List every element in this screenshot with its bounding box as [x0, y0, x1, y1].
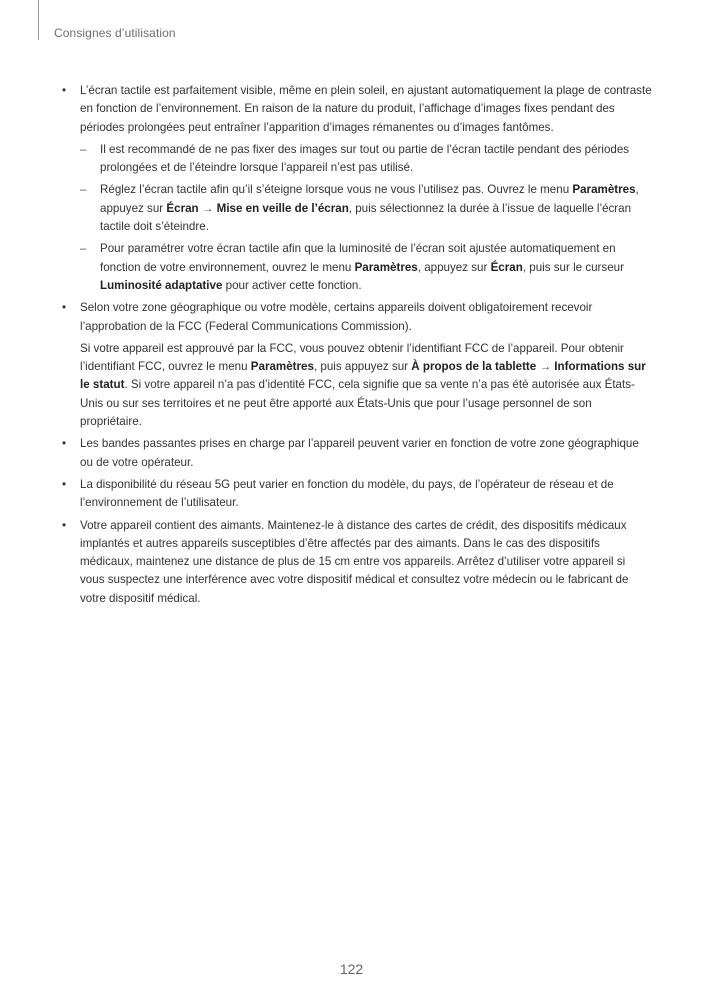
bullet-text: L’écran tactile est parfaitement visible, même en plein soleil, en ajustant automatiquement la plage de contraste en fonction de l’environnement. En raison de la nature du produit, l’affichage d’images fixes pendant des périodes prolongées peut entraîner l’apparition d’images rémanentes ou d’images fantômes. — [80, 84, 652, 134]
paragraph-text: Si votre appareil est approuvé par la FCC, vous pouvez obtenir l’identifiant FCC de l’appareil. Pour obtenir l’identifiant FCC, ouvrez le menu — [80, 341, 624, 374]
bullet-item-magnets — [62, 517, 652, 608]
page-number: 122 — [339, 961, 364, 977]
sub-item-text: , puis sur le curseur — [522, 260, 624, 274]
bullet-text: Votre appareil contient des aimants. Maintenez-le à distance des cartes de crédit, des dispositifs médicaux implantés et autres appareils susceptibles d’être affectés par des aimants. Dans le cas des dispositifs médicaux, maintenez une distance de plus de 15 cm entre vos appareils. Arrêtez d’utiliser votre appareil si vous suspectez une interférence avec votre dispositif médical et consultez votre médecin ou le fabricant de votre dispositif médical. — [80, 518, 629, 605]
sub-item-text: Pour paramétrer votre écran tactile afin que la luminosité de l’écran soit ajustée automatiquement en fonction de votre environnement, ouvrez le menu — [100, 242, 616, 274]
bullet-text: La disponibilité du réseau 5G peut varier en fonction du modèle, du pays, de l’opérateur de réseau et de l’environnement de l’utilisateur. — [80, 477, 614, 510]
menu-display: Écran — [490, 260, 523, 274]
sub-item-static-images — [80, 141, 652, 178]
bullet-mark: • — [62, 301, 67, 315]
sub-item-text: , appuyez sur — [417, 260, 491, 274]
arrow-icon: → — [198, 201, 217, 215]
sub-item-screen-timeout — [80, 181, 652, 236]
sub-item-text: , puis sélectionnez la durée à l’issue de laquelle l’écran tactile doit s’éteindre. — [100, 201, 632, 234]
paragraph-text: . Si votre appareil n’a pas d’identité FCC, cela signifie que sa vente n’a pas été autorisée aux États-Unis ou sur ses territoires et ne peut être apporté aux États-Unis que pour l’usage personnel de son propriétaire. — [80, 378, 635, 429]
section-title: Consignes d’utilisation — [54, 26, 176, 40]
bullet-item-5g — [62, 476, 652, 513]
sub-item-text: Il est recommandé de ne pas fixer des images sur tout ou partie de l’écran tactile pendant des périodes prolongées et de l’éteindre lorsque l’appareil n’est pas utilisé. — [100, 142, 630, 175]
menu-settings: Paramètres — [354, 260, 418, 274]
bullet-text: Selon votre zone géographique ou votre modèle, certains appareils doivent obligatoirement recevoir l’approbation de la FCC (Federal Communications Commission). — [80, 301, 593, 333]
menu-status-information: Informations sur le statut — [80, 360, 646, 392]
menu-adaptive-brightness: Luminosité adaptative — [100, 278, 223, 292]
sub-item-text: , appuyez sur — [100, 183, 639, 215]
bullet-text: Les bandes passantes prises en charge par l’appareil peuvent varier en fonction de votre zone géographique ou de votre opérateur. — [80, 437, 639, 469]
dash-mark: – — [80, 242, 87, 256]
bullet-mark: • — [62, 437, 67, 451]
bullet-item-touchscreen — [62, 82, 652, 295]
menu-about-tablet: À propos de la tablette — [411, 360, 537, 374]
dash-mark: – — [80, 142, 87, 156]
page-content — [62, 82, 652, 612]
menu-screen-timeout: Mise en veille de l’écran — [216, 201, 349, 215]
bullet-mark: • — [62, 84, 67, 97]
paragraph-text: , puis appuyez sur — [313, 360, 412, 374]
menu-settings: Paramètres — [572, 183, 636, 197]
header-divider — [38, 0, 39, 40]
fcc-instructions — [80, 340, 652, 431]
bullet-mark: • — [62, 477, 67, 491]
sub-item-text: Réglez l’écran tactile afin qu’il s’éteigne lorsque vous ne vous l’utilisez pas. Ouvrez le menu — [100, 183, 573, 197]
sub-item-text: pour activer cette fonction. — [222, 278, 362, 292]
arrow-icon: → — [536, 360, 555, 374]
menu-settings: Paramètres — [250, 360, 314, 374]
bullet-item-fcc — [62, 299, 652, 431]
bullet-mark: • — [62, 518, 67, 532]
menu-display: Écran — [166, 201, 199, 215]
sub-list — [80, 141, 652, 295]
dash-mark: – — [80, 183, 87, 197]
bullet-item-bandwidth — [62, 435, 652, 472]
sub-item-adaptive-brightness — [80, 240, 652, 295]
